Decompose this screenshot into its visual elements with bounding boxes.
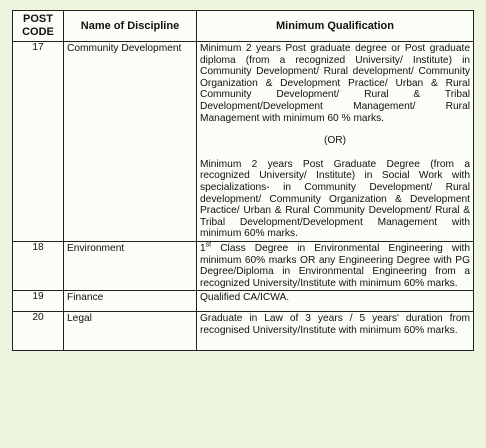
qualification-text: Qualified CA/ICWA.: [200, 292, 290, 304]
qualification-table: [12, 10, 474, 351]
post-code-cell: 19: [13, 291, 64, 312]
post-code-cell: 18: [13, 241, 64, 290]
header-post-code: POST CODE: [13, 11, 64, 42]
qualification-cell: [197, 42, 474, 242]
header-discipline: Name of Discipline: [64, 11, 197, 42]
table-row: [13, 312, 474, 351]
qualification-text: Class Degree in Environmental Engineering with minimum 60% marks OR any Engineering Degree with PG Degree/Diploma in Environmental Engineering from a recognized University/Institute with minimum 60% marks.: [200, 242, 470, 289]
table-header-row: [13, 11, 474, 42]
table-row: [13, 291, 474, 312]
ordinal-suffix: st: [205, 241, 212, 249]
table-row: [13, 241, 474, 290]
discipline-cell: Legal: [64, 312, 197, 351]
qualification-text: Minimum 2 years Post Graduate Degree (from a recognized University/ Institute) in Social Work with specializations- in Community Development/ Rural development/ Community Organization & Development Practice/ Urban & Rural Community Development/ Rural & Tribal Development/Development Management with minimum 60% marks.: [200, 158, 470, 240]
post-code-cell: 17: [13, 42, 64, 242]
header-qualification: Minimum Qualification: [197, 11, 474, 42]
discipline-cell: Finance: [64, 291, 197, 312]
discipline-cell: Community Development: [64, 42, 197, 242]
table-row: [13, 42, 474, 242]
ordinal-number: 1: [200, 242, 206, 254]
post-code-cell: 20: [13, 312, 64, 351]
qualification-cell: [197, 291, 474, 312]
qualification-text: Minimum 2 years Post graduate degree or Post graduate diploma (from a recognized University/ Institute) in Community Development/ Rural development/ Community Organization & Development Practice/ Urban & Rural Community Development/ Rural & Tribal Development/Development Management/ Rural Management with minimum 60 % marks.: [200, 43, 470, 124]
qualification-cell: [197, 312, 474, 351]
qualification-text: Graduate in Law of 3 years / 5 years' duration from recognised University/Institute with minimum 60% marks.: [200, 313, 470, 336]
discipline-cell: Environment: [64, 241, 197, 290]
qualification-cell: [197, 241, 474, 290]
or-separator: (OR): [323, 135, 347, 147]
